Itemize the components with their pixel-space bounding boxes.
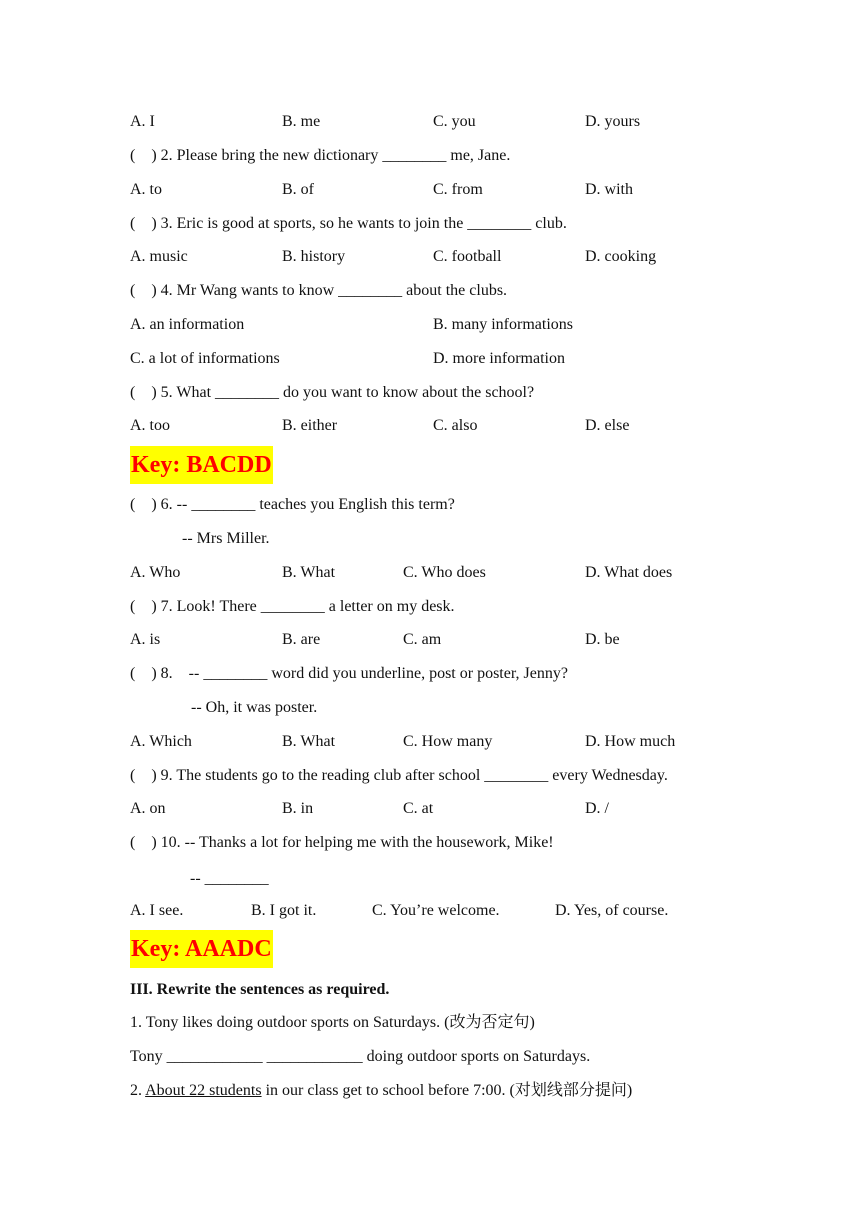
q10-option-c: C. You’re welcome. <box>372 902 500 919</box>
rewrite-2-underlined-part: About 22 students <box>145 1082 262 1099</box>
q2-option-c: C. from <box>433 181 483 198</box>
q10-option-a: A. I see. <box>130 902 184 919</box>
q6-option-d: D. What does <box>585 564 673 581</box>
question-6: ( ) 6. -- ________ teaches you English this term? <box>130 496 455 513</box>
question-5: ( ) 5. What ________ do you want to know about the school? <box>130 384 535 401</box>
q10-option-b: B. I got it. <box>251 902 317 919</box>
q3-option-a: A. music <box>130 248 188 265</box>
q5-option-a: A. too <box>130 417 170 434</box>
q8-option-d: D. How much <box>585 733 676 750</box>
q7-option-d: D. be <box>585 631 620 648</box>
rewrite-2-rest: in our class get to school before 7:00. (对划线部分提问) <box>261 1082 633 1099</box>
q1-option-c: C. you <box>433 113 476 130</box>
q8-option-c: C. How many <box>403 733 493 750</box>
question-6-reply: -- Mrs Miller. <box>182 530 270 547</box>
answer-key-2: Key: AAADC <box>130 930 273 968</box>
q7-option-c: C. am <box>403 631 442 648</box>
rewrite-1-answer-line: Tony ____________ ____________ doing outdoor sports on Saturdays. <box>130 1048 591 1065</box>
q5-option-b: B. either <box>282 417 338 434</box>
q5-option-c: C. also <box>433 417 478 434</box>
q6-option-c: C. Who does <box>403 564 486 581</box>
q8-option-b: B. What <box>282 733 336 750</box>
q6-option-b: B. What <box>282 564 336 581</box>
question-3: ( ) 3. Eric is good at sports, so he wants to join the ________ club. <box>130 215 567 232</box>
q3-option-d: D. cooking <box>585 248 657 265</box>
q2-option-b: B. of <box>282 181 314 198</box>
q1-option-a: A. I <box>130 113 155 130</box>
q7-option-a: A. is <box>130 631 161 648</box>
q8-option-a: A. Which <box>130 733 192 750</box>
section-3-heading: III. Rewrite the sentences as required. <box>130 981 390 998</box>
q9-option-d: D. / <box>585 800 609 817</box>
rewrite-2 <box>130 1081 632 1101</box>
q2-option-a: A. to <box>130 181 162 198</box>
question-8-reply: -- Oh, it was poster. <box>191 699 318 716</box>
q9-option-c: C. at <box>403 800 434 817</box>
question-2: ( ) 2. Please bring the new dictionary ________ me, Jane. <box>130 147 511 164</box>
q3-option-b: B. history <box>282 248 346 265</box>
q5-option-d: D. else <box>585 417 630 434</box>
q4-option-a: A. an information <box>130 316 245 333</box>
q1-option-d: D. yours <box>585 113 641 130</box>
q1-option-b: B. me <box>282 113 321 130</box>
rewrite-2-number: 2. <box>130 1082 146 1099</box>
q9-option-b: B. in <box>282 800 314 817</box>
question-4: ( ) 4. Mr Wang wants to know ________ about the clubs. <box>130 282 508 299</box>
q9-option-a: A. on <box>130 800 166 817</box>
answer-key-1: Key: BACDD <box>130 446 273 484</box>
q4-option-b: B. many informations <box>433 316 573 333</box>
q4-option-d: D. more information <box>433 350 565 367</box>
question-8: ( ) 8. -- ________ word did you underline, post or poster, Jenny? <box>130 665 568 682</box>
q6-option-a: A. Who <box>130 564 181 581</box>
question-10: ( ) 10. -- Thanks a lot for helping me with the housework, Mike! <box>130 834 554 851</box>
q2-option-d: D. with <box>585 181 633 198</box>
question-9: ( ) 9. The students go to the reading club after school ________ every Wednesday. <box>130 767 668 784</box>
q4-option-c: C. a lot of informations <box>130 350 280 367</box>
q10-option-d: D. Yes, of course. <box>555 902 669 919</box>
q3-option-c: C. football <box>433 248 502 265</box>
q7-option-b: B. are <box>282 631 321 648</box>
rewrite-1: 1. Tony likes doing outdoor sports on Saturdays. (改为否定句) <box>130 1014 535 1031</box>
question-10-reply: -- ________ <box>190 870 269 887</box>
question-7: ( ) 7. Look! There ________ a letter on my desk. <box>130 598 455 615</box>
